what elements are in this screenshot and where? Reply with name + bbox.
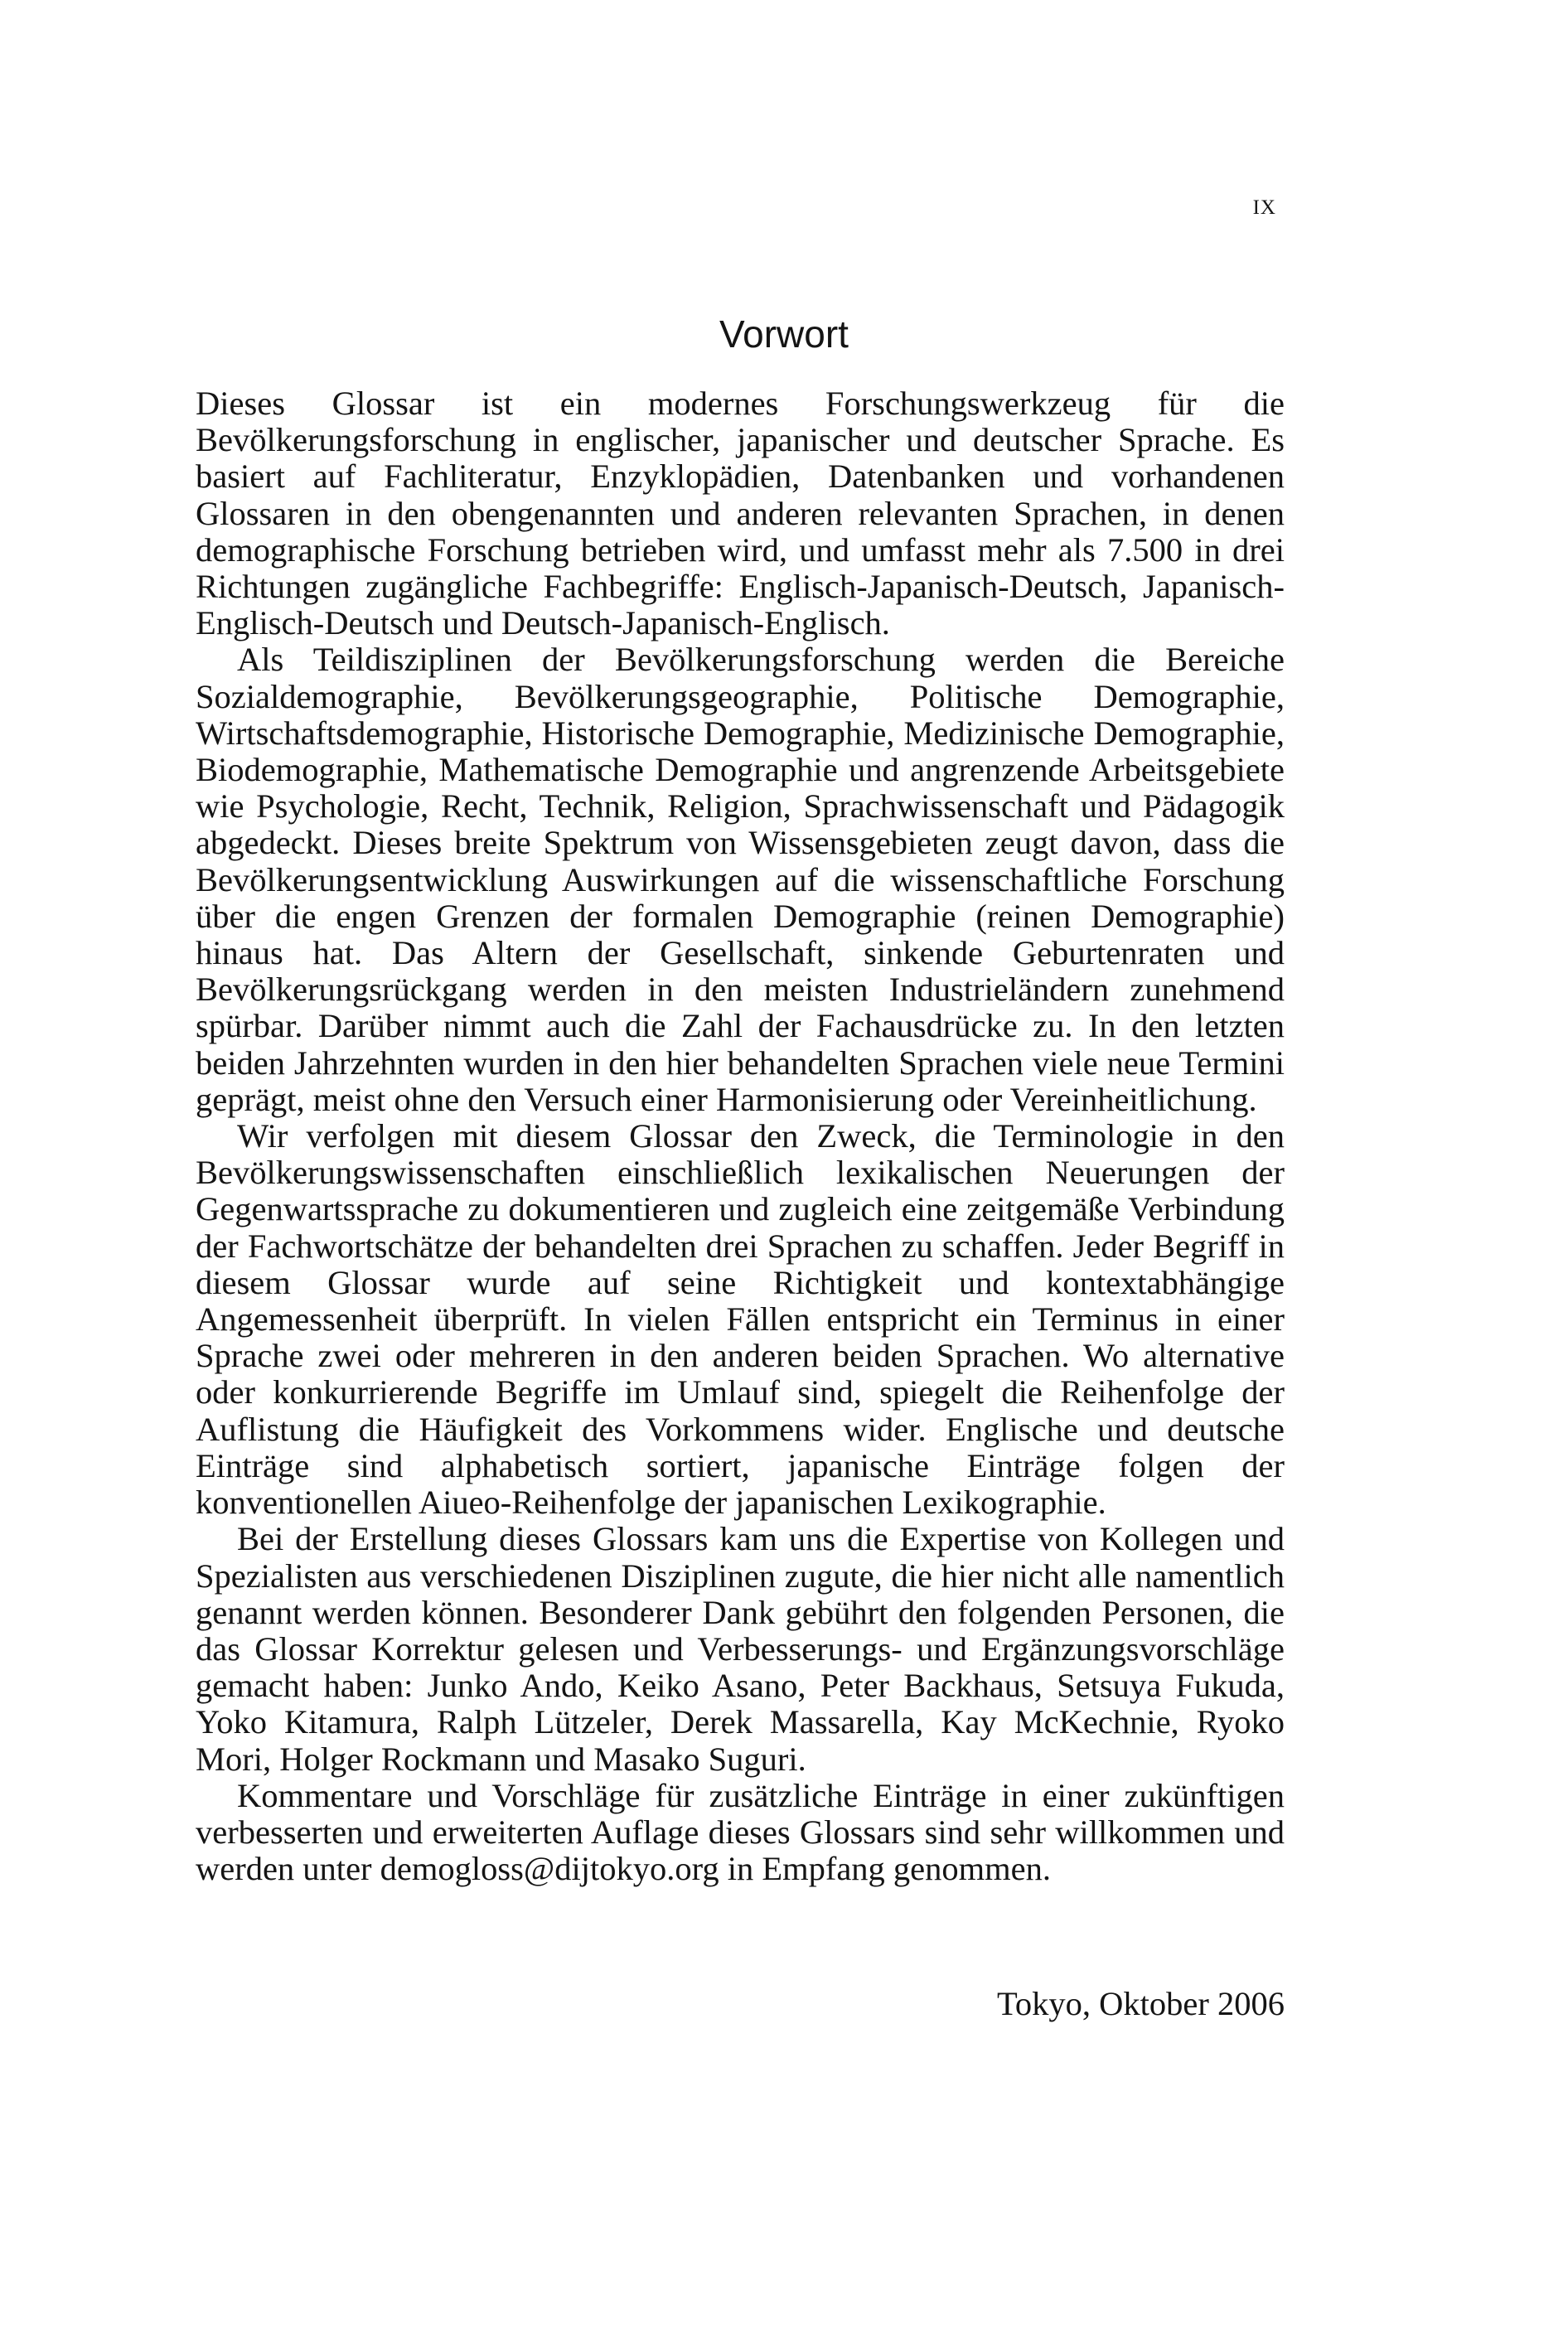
paragraph-purpose: Wir verfolgen mit diesem Glossar den Zweck, die Terminologie in den Bevölkerungswissenschaften einschließlich lexikalischen Neuerungen der Gegenwartssprache zu dokumentieren und zugleich eine zeitgemäße Verbindung der Fachwortschätze der behandelten drei Sprachen zu schaffen. Jeder Begriff in diesem Glossar wurde auf seine Richtigkeit und kontextabhängige Angemessenheit überprüft. In vielen Fällen entspricht ein Terminus in einer Sprache zwei oder mehreren in den anderen beiden Sprachen. Wo alternative oder konkurrierende Begriffe im Umlauf sind, spiegelt die Reihenfolge der Auflistung die Häufigkeit des Vorkommens wider. Englische und deutsche Einträge sind alphabetisch sortiert, japanische Einträge folgen der konventionellen Aiueo-Reihenfolge der japanischen Lexikographie. bbox=[196, 1117, 1285, 1522]
body-text bbox=[196, 385, 1285, 1887]
paragraph-feedback: Kommentare und Vorschläge für zusätzliche Einträge in einer zukünftigen verbesserten und erweiterten Auflage dieses Glossars sind sehr willkommen und werden unter demogloss@dijtokyo.org in Empfang genommen. bbox=[196, 1776, 1285, 1888]
paragraph-acknowledgements: Bei der Erstellung dieses Glossars kam uns die Expertise von Kollegen und Spezialisten aus verschiedenen Disziplinen zugute, die hier nicht alle namentlich genannt werden können. Besonderer Dank gebührt den folgenden Personen, die das Glossar Korrektur gelesen und Verbesserungs- und Ergänzungsvorschläge gemacht haben: Junko Ando, Keiko Asano, Peter Backhaus, Setsuya Fukuda, Yoko Kitamura, Ralph Lützeler, Derek Massarella, Kay McKechnie, Ryoko Mori, Holger Rockmann und Masako Suguri. bbox=[196, 1520, 1285, 1778]
paragraph-introduction: Dieses Glossar ist ein modernes Forschungswerkzeug für die Bevölkerungsforschung in englischer, japanischer und deutscher Sprache. Es basiert auf Fachliteratur, Enzyklopädien, Datenbanken und vorhandenen Glossaren in den obengenannten und anderen relevanten Sprachen, in denen demographische Forschung betrieben wird, und umfasst mehr als 7.500 in drei Richtungen zugängliche Fachbegriffe: Englisch-Japanisch-Deutsch, Japanisch-Englisch-Deutsch und Deutsch-Japanisch-Englisch. bbox=[196, 385, 1285, 642]
page-title: Vorwort bbox=[719, 312, 849, 356]
paragraph-subdisciplines: Als Teildisziplinen der Bevölkerungsforschung werden die Bereiche Sozialdemographie, Bevölkerungsgeographie, Politische Demographie, Wirtschaftsdemographie, Historische Demographie, Medizinische Demographie, Biodemographie, Mathematische Demographie und angrenzende Arbeitsgebiete wie Psychologie, Recht, Technik, Religion, Sprachwissenschaft und Pädagogik abgedeckt. Dieses breite Spektrum von Wissensgebieten zeugt davon, dass die Bevölkerungsentwicklung Auswirkungen auf die wissenschaftliche Forschung über die engen Grenzen der formalen Demographie (reinen Demographie) hinaus hat. Das Altern der Gesellschaft, sinkende Geburtenraten und Bevölkerungsrückgang werden in den meisten Industrieländern zunehmend spürbar. Darüber nimmt auch die Zahl der Fachausdrücke zu. In den letzten beiden Jahrzehnten wurden in den hier behandelten Sprachen viele neue Termini geprägt, meist ohne den Versuch einer Harmonisierung oder Vereinheitlichung. bbox=[196, 641, 1285, 1118]
page-number: IX bbox=[1252, 196, 1276, 219]
place-and-date: Tokyo, Oktober 2006 bbox=[997, 1985, 1285, 2022]
